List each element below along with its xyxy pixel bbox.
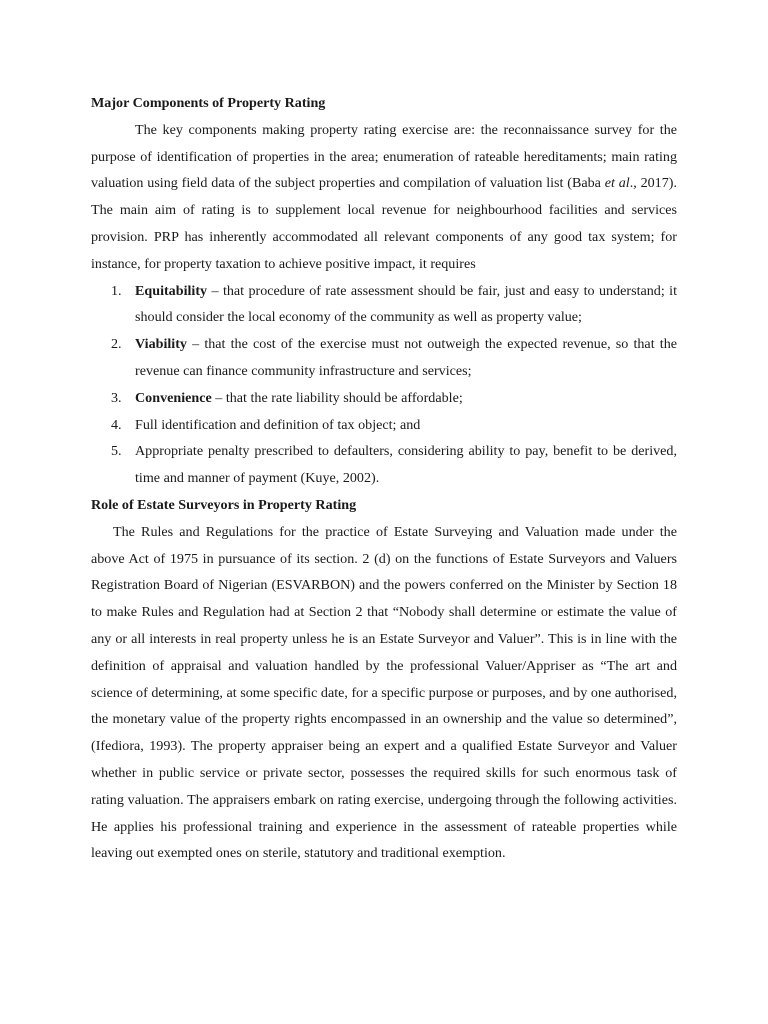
list-item-term: Viability	[135, 336, 187, 353]
list-item-number: 1.	[111, 282, 122, 299]
intro-paragraph	[91, 117, 677, 278]
intro-et-al: et al	[604, 175, 630, 192]
section-heading-major-components: Major Components of Property Rating	[91, 95, 326, 111]
list-item-term: Equitability	[135, 282, 208, 299]
intro-text-part2: ., 2017). The main aim of rating is to supplement local revenue for neighbourhood facilities and services provision. PRP has inherently accommodated all relevant components of any good tax system; for instance, for property taxation to achieve positive impact, it requires	[91, 175, 677, 272]
list-item-text: Appropriate penalty prescribed to defaulters, considering ability to pay, benefit to be derived, time and manner of payment (Kuye, 2002).	[135, 443, 677, 487]
list-item-number: 2.	[111, 336, 122, 353]
list-item	[91, 412, 677, 439]
list-item-text: – that the cost of the exercise must not outweigh the expected revenue, so that the revenue can finance community infrastructure and services;	[135, 336, 677, 379]
role-paragraph: The Rules and Regulations for the practice of Estate Surveying and Valuation made under the above Act of 1975 in pursuance of its section. 2 (d) on the functions of Estate Surveyors and Valuers Registration Board of Nigerian (ESVARBON) and the powers conferred on the Minister by Section 18 to make Rules and Regulation had at Section 2 that “Nobody shall determine or estimate the value of any or all interests in real property unless he is an Estate Surveyor and Valuer”. This is in line with the definition of appraisal and valuation handled by the professional Valuer/Appriser as “The art and science of determining, at some specific date, for a specific purpose or purposes, and by one authorised, the monetary value of the property rights encompassed in an ownership and the value so determined”, (Ifediora, 1993). The property appraiser being an expert and a qualified Estate Surveyor and Valuer whether in public service or private sector, possesses the required skills for such enormous task of rating valuation. The appraisers embark on rating exercise, undergoing through the following activities. He applies his professional training and experience in the assessment of rateable properties while leaving out exempted ones on sterile, statutory and traditional exemption.	[91, 523, 677, 862]
list-item-number: 3.	[111, 389, 122, 406]
list-item-number: 5.	[111, 443, 122, 460]
intro-text-part1: The key components making property rating exercise are: the reconnaissance survey for the purpose of identification of properties in the area; enumeration of rateable hereditaments; main rating valuation using field data of the subject properties and compilation of valuation list (Baba	[91, 121, 677, 192]
list-item	[91, 278, 677, 332]
list-item-text: – that the rate liability should be affordable;	[211, 389, 463, 406]
list-item	[91, 438, 677, 492]
document-page	[91, 90, 677, 867]
list-item	[91, 331, 677, 385]
list-item	[91, 385, 677, 412]
list-item-number: 4.	[111, 416, 122, 433]
list-item-text: – that procedure of rate assessment should be fair, just and easy to understand; it should consider the local economy of the community as well as property value;	[135, 282, 677, 326]
list-item-term: Convenience	[135, 389, 212, 406]
section-heading-role-estate-surveyors: Role of Estate Surveyors in Property Rating	[91, 496, 357, 513]
components-list	[91, 278, 677, 492]
list-item-text: Full identification and definition of tax object; and	[135, 416, 421, 433]
